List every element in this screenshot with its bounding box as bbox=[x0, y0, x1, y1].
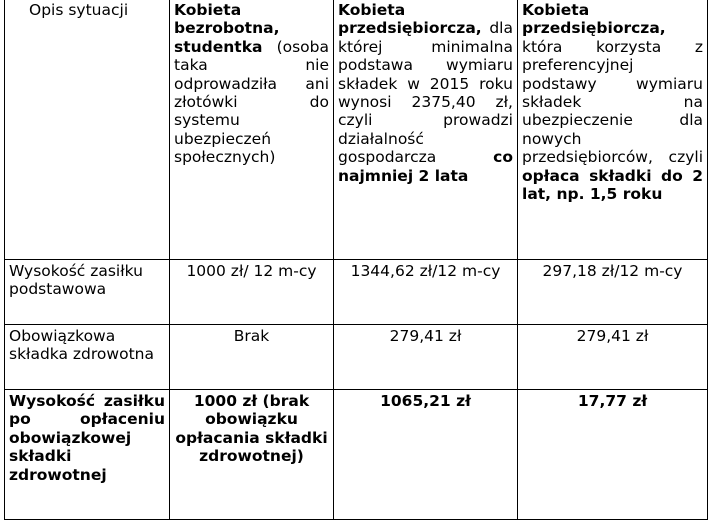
row-value-unemployed: Brak bbox=[233, 327, 270, 345]
header-entrepreneur-pref-description: która korzysta z preferencyjnej podstawy wymiaru składek na ubezpieczenie dla nowych przedsiębiorców, czyli bbox=[522, 37, 703, 167]
row-value-entrepreneur-pref: 297,18 zł/12 m-cy bbox=[542, 262, 683, 280]
header-cell-entrepreneur-min bbox=[334, 0, 518, 260]
header-unemployed-title: Kobieta bezrobotna, studentka bbox=[174, 1, 280, 56]
table-header-row bbox=[5, 0, 708, 260]
header-situation-label: Opis sytuacji bbox=[29, 1, 129, 19]
row-label: Wysokość zasiłku podstawowa bbox=[9, 262, 143, 299]
row-value-cell bbox=[334, 390, 518, 520]
comparison-table bbox=[4, 0, 708, 520]
row-value-entrepreneur-min: 279,41 zł bbox=[389, 327, 462, 345]
table-row bbox=[5, 260, 708, 325]
row-label: Obowiązkowa składka zdrowotna bbox=[9, 327, 154, 364]
table-row bbox=[5, 390, 708, 520]
row-value-entrepreneur-pref: 279,41 zł bbox=[576, 327, 649, 345]
row-value-cell bbox=[518, 390, 708, 520]
row-value-unemployed: 1000 zł (brak obowiązku opłacania składki zdrowotnej) bbox=[175, 392, 328, 466]
header-entrepreneur-min-duration: co najmniej 2 lata bbox=[338, 148, 513, 185]
table-row bbox=[5, 325, 708, 390]
row-value-entrepreneur-pref: 17,77 zł bbox=[577, 392, 648, 410]
row-value-entrepreneur-min: 1344,62 zł/12 m-cy bbox=[350, 262, 501, 280]
row-label-cell bbox=[5, 390, 170, 520]
header-cell-entrepreneur-pref bbox=[518, 0, 708, 260]
header-entrepreneur-pref-duration: opłaca składki do 2 lat, np. 1,5 roku bbox=[522, 166, 703, 204]
header-entrepreneur-min-title: Kobieta przedsiębiorcza, bbox=[338, 1, 482, 38]
row-value-cell bbox=[334, 260, 518, 325]
row-value-cell bbox=[518, 325, 708, 390]
row-value-cell bbox=[518, 260, 708, 325]
row-value-entrepreneur-min: 1065,21 zł bbox=[380, 392, 471, 410]
header-cell-situation bbox=[5, 0, 170, 260]
header-entrepreneur-min-description: dla której minimalna podstawa wymiaru składek w 2015 roku wynosi 2375,40 zł, czyli prowadzi działalność gospodarcza bbox=[338, 19, 513, 167]
header-cell-unemployed bbox=[170, 0, 334, 260]
row-label-cell bbox=[5, 260, 170, 325]
row-value-cell bbox=[334, 325, 518, 390]
header-unemployed-description: (osoba taka nie odprowadziła ani złotówki do systemu ubezpieczeń społecznych) bbox=[174, 37, 329, 167]
row-value-cell bbox=[170, 325, 334, 390]
header-entrepreneur-pref-title: Kobieta przedsiębiorcza, bbox=[522, 1, 666, 38]
row-value-cell bbox=[170, 390, 334, 520]
row-label: Wysokość zasiłku po opłaceniu obowiązkowej składki zdrowotnej bbox=[9, 392, 165, 484]
row-value-unemployed: 1000 zł/ 12 m-cy bbox=[186, 262, 317, 280]
row-value-cell bbox=[170, 260, 334, 325]
row-label-cell bbox=[5, 325, 170, 390]
